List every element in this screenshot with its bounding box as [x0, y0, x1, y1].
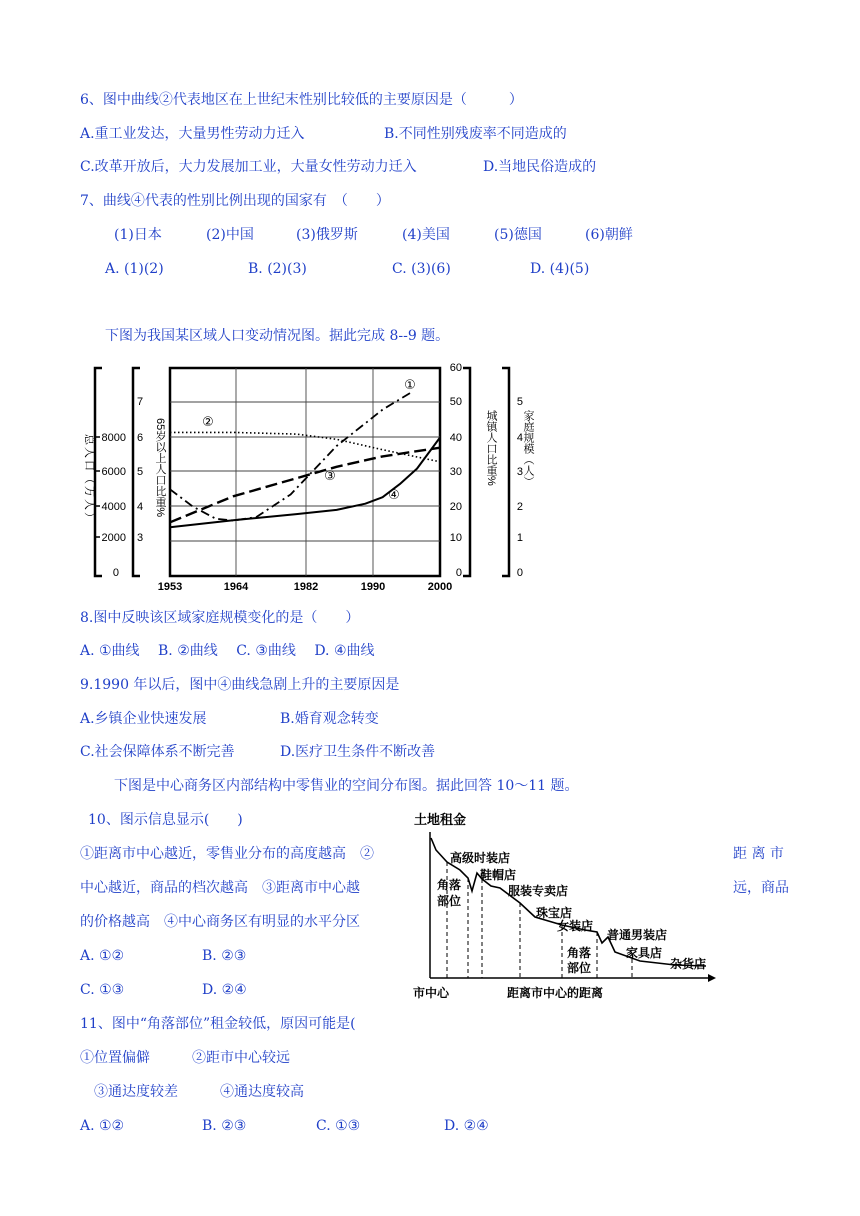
label-grocery: 杂货店 — [670, 957, 707, 971]
q11-option-d: D. ②④ — [444, 1118, 489, 1134]
q8-stem: 8.图中反映该区域家庭规模变化的是（ ） — [80, 610, 360, 626]
series-line-4 — [170, 438, 440, 528]
x-tick-1990: 1990 — [360, 581, 386, 593]
x-tick-1982: 1982 — [293, 581, 319, 593]
pop-axis-title: 总人口（万人） — [83, 434, 95, 525]
q6-option-c: C.改革开放后，大力发展加工业，大量女性劳动力迁入 — [80, 159, 417, 175]
urban-tick-60: 60 — [449, 362, 462, 374]
q7-option-c: C. (3)(6) — [392, 261, 451, 277]
pop-tick-6000: 6000 — [101, 466, 126, 478]
label-clothing-store: 服装专卖店 — [508, 884, 569, 898]
q7-country-2: (2)中国 — [206, 227, 254, 243]
series-label-2: ② — [202, 414, 214, 429]
pop-tick-8000: 8000 — [101, 432, 126, 444]
family-tick-4: 4 — [516, 432, 523, 444]
old-tick-6: 6 — [137, 432, 144, 444]
q9-stem: 9.1990 年以后，图中④曲线急剧上升的主要原因是 — [80, 677, 400, 693]
family-tick-5: 5 — [516, 396, 523, 408]
label-corner-2b: 部位 — [567, 961, 592, 975]
urban-tick-0: 0 — [455, 567, 462, 579]
plot-grid — [170, 368, 440, 576]
label-corner-1a: 角落 — [437, 878, 462, 892]
q7-option-d: D. (4)(5) — [530, 261, 590, 277]
q7-option-a: A. (1)(2) — [105, 261, 164, 277]
q11-option-c: C. ①③ — [316, 1118, 361, 1134]
q7-country-4: (4)美国 — [402, 227, 450, 243]
q11-option-a: A. ①② — [80, 1118, 125, 1134]
family-tick-2: 2 — [516, 501, 523, 513]
pop-tick-4000: 4000 — [101, 501, 126, 513]
right-axis-bracket-1 — [463, 368, 470, 576]
q7-country-1: (1)日本 — [114, 227, 162, 243]
family-axis-title: 家庭规模（人） — [522, 410, 534, 487]
label-furniture: 家具店 — [626, 946, 663, 960]
old-tick-3: 3 — [137, 532, 144, 544]
right-axis-bracket-2 — [502, 368, 509, 576]
old-tick-7: 7 — [137, 396, 144, 408]
urban-tick-20: 20 — [449, 501, 462, 513]
x-tick-1953: 1953 — [157, 581, 183, 593]
q6-option-a: A.重工业发达，大量男性劳动力迁入 — [80, 126, 305, 142]
population-chart — [76, 356, 536, 596]
x-tick-1964: 1964 — [223, 581, 249, 593]
urban-axis-title: 城镇人口比重% — [485, 410, 497, 486]
q7-country-3: (3)俄罗斯 — [296, 227, 358, 243]
rent-axis-title: 土地租金 — [414, 812, 467, 827]
q6-stem: 6、图中曲线②代表地区在上世纪末性别比较低的主要原因是（ ） — [80, 92, 523, 108]
q8-options: A. ①曲线 B. ②曲线 C. ③曲线 D. ④曲线 — [80, 643, 375, 659]
label-womens: 女装店 — [557, 919, 594, 933]
family-tick-1: 1 — [516, 532, 523, 544]
old-tick-5: 5 — [137, 466, 144, 478]
q7-option-b: B. (2)(3) — [248, 261, 307, 277]
q10-line-2a: 中心越近，商品的档次越高 ③距离市中心越 — [80, 880, 360, 896]
q10-line-2b: 远，商品 — [733, 880, 789, 896]
q11-line-1: ①位置偏僻 ②距市中心较远 — [80, 1050, 290, 1066]
q7-country-5: (5)德国 — [494, 227, 542, 243]
family-tick-0: 0 — [516, 567, 523, 579]
land-rent-diagram — [406, 808, 724, 1004]
q10-line-1b: 距 离 市 — [733, 846, 784, 862]
label-high-fashion: 高级时装店 — [450, 851, 511, 865]
series-layer — [170, 392, 440, 527]
q10-option-c: C. ①③ — [80, 982, 125, 998]
q9-option-a: A.乡镇企业快速发展 — [80, 711, 207, 727]
x-axis-arrow-icon — [708, 974, 716, 982]
urban-tick-40: 40 — [449, 432, 462, 444]
urban-tick-50: 50 — [449, 396, 462, 408]
q10-stem: 10、图示信息显示( ) — [88, 812, 243, 828]
series-label-3: ③ — [324, 468, 336, 483]
family-tick-3: 3 — [516, 466, 523, 478]
label-jewelry: 珠宝店 — [536, 906, 573, 920]
urban-tick-30: 30 — [449, 466, 462, 478]
q9-option-b: B.婚育观念转变 — [280, 711, 379, 727]
q10-line-3a: 的价格越高 ④中心商务区有明显的水平分区 — [80, 914, 360, 930]
q10-option-d: D. ②④ — [202, 982, 247, 998]
q7-country-6: (6)朝鲜 — [585, 227, 633, 243]
q6-option-b: B.不同性别残废率不同造成的 — [384, 126, 567, 142]
old-tick-4: 4 — [137, 501, 144, 513]
label-corner-1b: 部位 — [437, 894, 462, 908]
q10-option-b: B. ②③ — [202, 948, 247, 964]
label-mens: 普通男装店 — [607, 928, 668, 942]
q7-stem: 7、曲线④代表的性别比例出现的国家有 （ ） — [80, 193, 390, 209]
urban-tick-10: 10 — [449, 532, 462, 544]
plot-frame — [170, 368, 440, 576]
q10-line-1a: ①距离市中心越近，零售业分布的高度越高 ② — [80, 846, 374, 862]
old-axis-title: 65岁以上人口比重% — [154, 418, 166, 518]
x-tick-2000: 2000 — [427, 581, 453, 593]
label-city-center: 市中心 — [413, 986, 450, 1000]
label-distance: 距离市中心的距离 — [507, 986, 604, 1000]
series-label-4: ④ — [388, 487, 400, 502]
intro-10-11: 下图是中心商务区内部结构中零售业的空间分布图。据此回答 10～11 题。 — [114, 778, 579, 794]
label-shoe-hat: 鞋帽店 — [480, 868, 517, 882]
q11-option-b: B. ②③ — [202, 1118, 247, 1134]
series-line-1 — [170, 392, 411, 520]
series-label-1: ① — [404, 377, 416, 392]
q10-option-a: A. ①② — [80, 948, 125, 964]
label-corner-2a: 角落 — [567, 946, 592, 960]
q9-option-d: D.医疗卫生条件不断改善 — [280, 744, 436, 760]
intro-8-9: 下图为我国某区域人口变动情况图。据此完成 8--9 题。 — [105, 328, 450, 344]
pop-tick-2000: 2000 — [101, 532, 126, 544]
q11-line-2: ③通达度较差 ④通达度较高 — [94, 1084, 304, 1100]
q11-stem: 11、图中“角落部位”租金较低，原因可能是( — [80, 1016, 356, 1032]
q6-option-d: D.当地民俗造成的 — [483, 159, 597, 175]
pop-tick-0: 0 — [112, 567, 119, 579]
q9-option-c: C.社会保障体系不断完善 — [80, 744, 235, 760]
